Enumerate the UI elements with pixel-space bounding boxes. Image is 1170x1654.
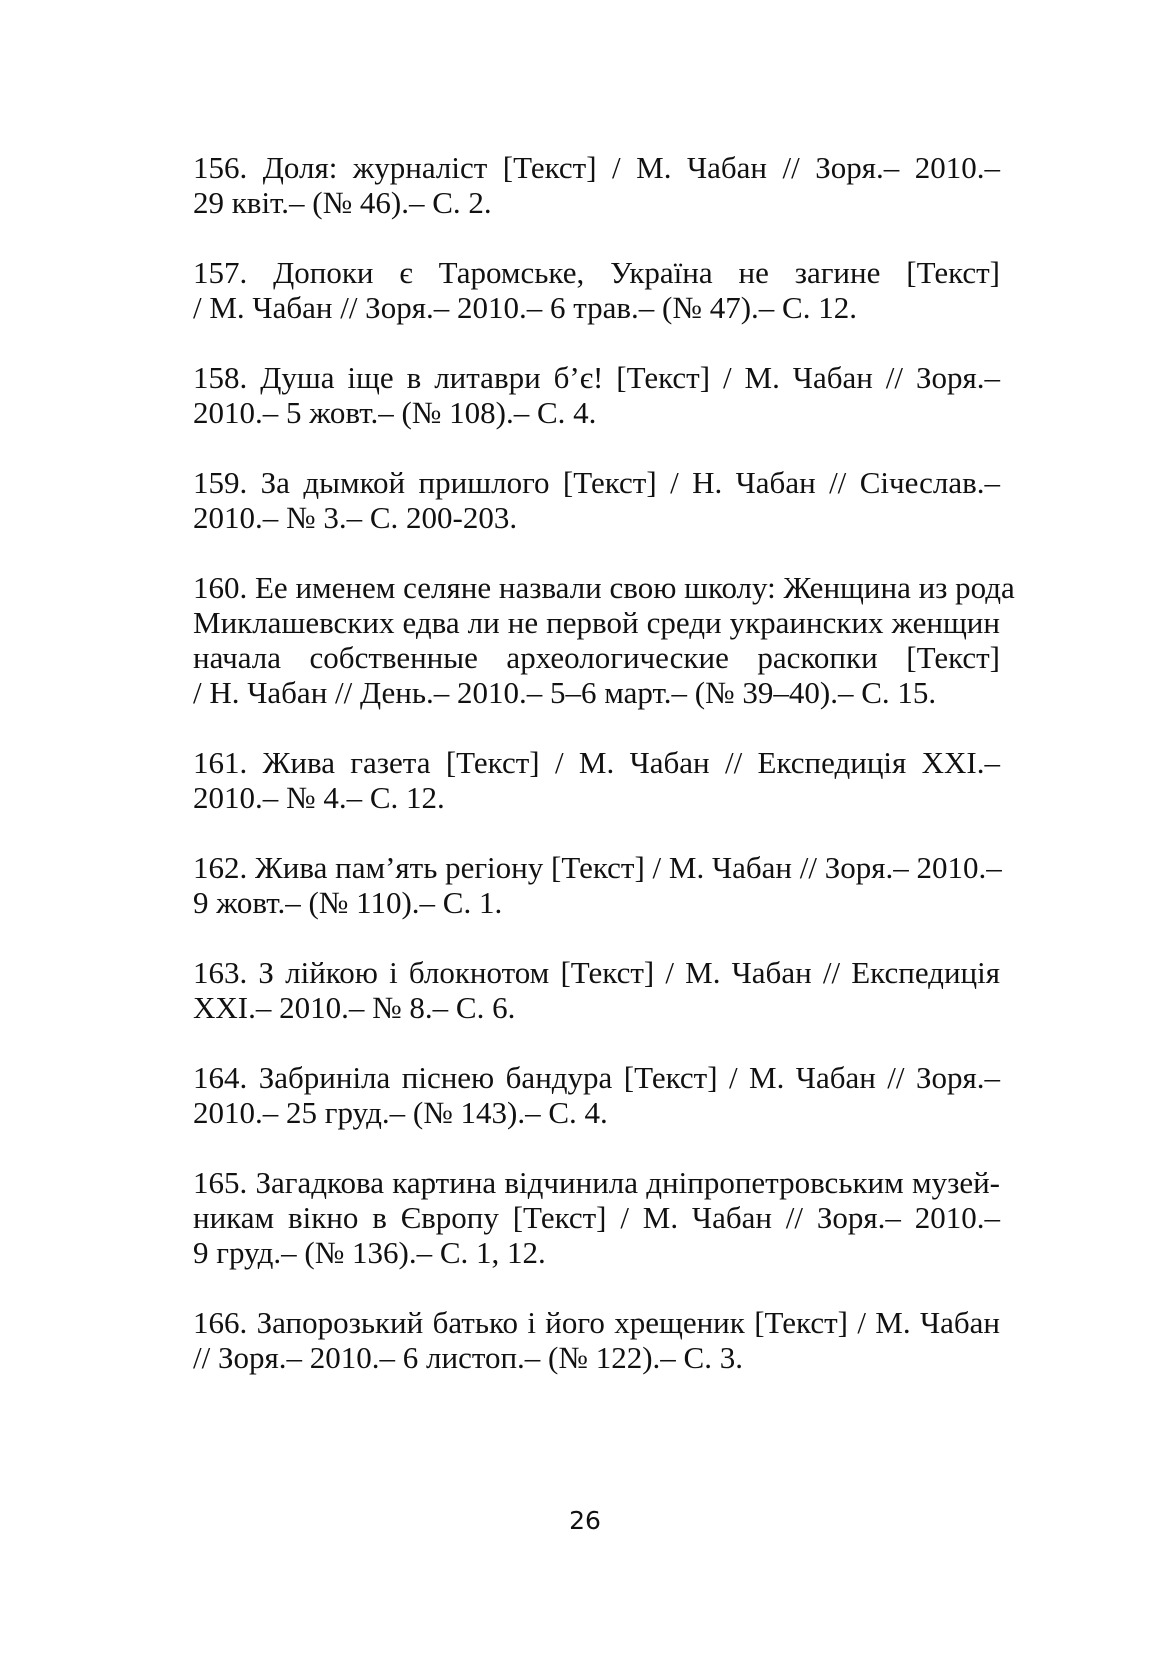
bibliography-entry-165	[193, 1165, 1000, 1270]
entry-line: 164. Забриніла піснею бандура [Текст] / М. Чабан // Зоря.–	[193, 1060, 1000, 1095]
bibliography-entry-157	[193, 255, 1000, 325]
entry-line: 163. З лійкою і блокнотом [Текст] / М. Чабан // Експедиція	[193, 955, 1000, 990]
entry-line: 9 жовт.– (№ 110).– С. 1.	[193, 885, 503, 920]
entry-line: 162. Жива пам’ять регіону [Текст] / М. Чабан // Зоря.– 2010.–	[193, 850, 1002, 885]
bibliography-entry-158	[193, 360, 1000, 430]
bibliography-entry-162	[193, 850, 1000, 920]
bibliography-entry-166	[193, 1305, 1000, 1375]
entry-line: начала собственные археологические раскопки [Текст]	[193, 640, 1000, 675]
entry-line: 160. Ее именем селяне назвали свою школу: Женщина из рода	[193, 570, 1015, 605]
entry-line: 157. Допоки є Таромське, Україна не загине [Текст]	[193, 255, 1000, 290]
entry-line: никам вікно в Європу [Текст] / М. Чабан // Зоря.– 2010.–	[193, 1200, 1000, 1235]
entry-line: 2010.– № 4.– С. 12.	[193, 780, 445, 815]
entry-line: 156. Доля: журналіст [Текст] / М. Чабан // Зоря.– 2010.–	[193, 150, 1000, 185]
entry-line: / М. Чабан // Зоря.– 2010.– 6 трав.– (№ 47).– С. 12.	[193, 290, 857, 325]
bibliography-entry-156	[193, 150, 1000, 220]
bibliography-entry-161	[193, 745, 1000, 815]
entry-line: 9 груд.– (№ 136).– С. 1, 12.	[193, 1235, 546, 1270]
entry-line: / Н. Чабан // День.– 2010.– 5–6 март.– (№ 39–40).– С. 15.	[193, 675, 937, 710]
bibliography-entry-163	[193, 955, 1000, 1025]
entry-line: 2010.– 5 жовт.– (№ 108).– С. 4.	[193, 395, 597, 430]
page-number: 26	[569, 1506, 601, 1535]
entry-line: 161. Жива газета [Текст] / М. Чабан // Експедиція XXI.–	[193, 745, 1000, 780]
bibliography-entry-160	[193, 570, 1015, 710]
bibliography-entry-164	[193, 1060, 1000, 1130]
entry-line: Миклашевских едва ли не первой среди украинских женщин	[193, 605, 1000, 640]
entry-line: XXI.– 2010.– № 8.– С. 6.	[193, 990, 516, 1025]
entry-line: 29 квіт.– (№ 46).– С. 2.	[193, 185, 492, 220]
entry-line: 2010.– 25 груд.– (№ 143).– С. 4.	[193, 1095, 608, 1130]
entry-line: 166. Запорозький батько і його хрещеник [Текст] / М. Чабан	[193, 1305, 1000, 1340]
entry-line: 2010.– № 3.– С. 200-203.	[193, 500, 518, 535]
bibliography-entry-159	[193, 465, 1000, 535]
entry-line: 158. Душа іще в литаври б’є! [Текст] / М. Чабан // Зоря.–	[193, 360, 1000, 395]
bibliography-list	[193, 150, 1015, 1410]
entry-line: 159. За дымкой пришлого [Текст] / Н. Чабан // Січеслав.–	[193, 465, 1000, 500]
entry-line: 165. Загадкова картина відчинила дніпропетровським музей-	[193, 1165, 1000, 1200]
entry-line: // Зоря.– 2010.– 6 листоп.– (№ 122).– С. 3.	[193, 1340, 743, 1375]
